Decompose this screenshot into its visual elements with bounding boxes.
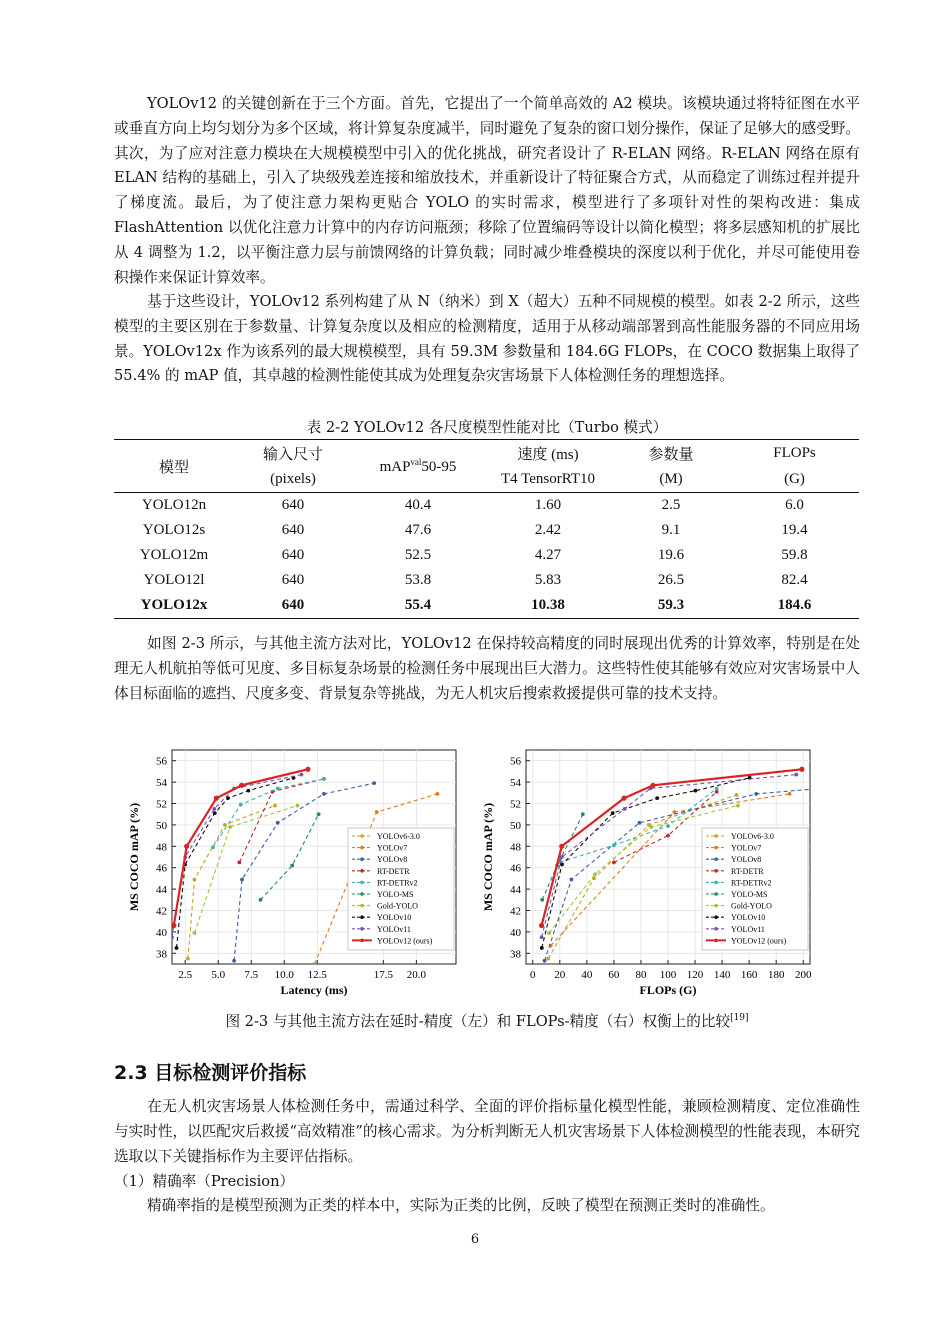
- x-tick-label: 80: [635, 969, 647, 981]
- paragraph-yolov12-series: [114, 290, 860, 389]
- data-point: [175, 946, 179, 950]
- legend-marker: [360, 881, 364, 885]
- legend-entry: RT-DETR: [731, 866, 764, 876]
- table-cell: 2.5: [661, 497, 681, 513]
- x-tick-label: 7.5: [244, 969, 259, 981]
- data-point: [240, 878, 244, 882]
- data-point: [543, 959, 547, 963]
- legend-marker: [360, 857, 364, 861]
- paragraph-yolov12-innovations: [114, 92, 860, 290]
- data-point: [593, 872, 597, 876]
- y-tick-label: 38: [156, 948, 167, 961]
- y-tick-label: 54: [510, 777, 521, 790]
- legend-entry: YOLOv8: [731, 855, 762, 865]
- legend-marker: [714, 915, 718, 919]
- table-cell: YOLO12n: [141, 497, 207, 513]
- table-cell: 640: [281, 522, 305, 538]
- y-tick-label: 56: [510, 755, 521, 768]
- legend-entry: YOLOv10: [377, 913, 412, 923]
- data-point: [754, 792, 758, 796]
- x-tick-label: 140: [713, 969, 731, 981]
- data-point: [666, 834, 670, 838]
- table-cell: 5.83: [534, 572, 562, 588]
- paragraph-text: 如图 2-3 所示，与其他主流方法对比，YOLOv12 在保持较高精度的同时展现出优秀的计算效率，特别是在处理无人机航拍等低可见度、多目标复杂场景的检测任务中展现出巨大潜力。这些特性使其能够有效应对灾害场景中人体目标面临的遮挡、尺度多变、背景复杂等挑战，为无人机灾后搜索救援提供可靠的技术支持。: [114, 635, 860, 702]
- table-cell: 59.8: [781, 547, 808, 563]
- table-cell: 19.6: [657, 547, 685, 563]
- data-point: [560, 855, 564, 859]
- data-point: [546, 957, 550, 961]
- data-point: [375, 810, 379, 814]
- data-point: [735, 793, 739, 797]
- subheading-precision: （1）精确率（Precision）: [114, 1173, 295, 1190]
- legend-entry: YOLOv11: [377, 924, 411, 934]
- table-caption: 表 2-2 YOLOv12 各尺度模型性能对比（Turbo 模式）: [306, 419, 668, 436]
- legend-marker: [360, 939, 364, 943]
- data-point: [547, 931, 551, 935]
- data-point: [276, 821, 280, 825]
- legend-entry: YOLOv12 (ours): [377, 936, 433, 946]
- table-cell: 59.3: [657, 597, 685, 613]
- data-point: [694, 789, 698, 793]
- legend-entry: YOLOv12 (ours): [731, 936, 787, 946]
- legend-entry: YOLOv7: [731, 843, 762, 853]
- model-performance-table: [114, 439, 859, 619]
- x-tick-label: 20.0: [406, 969, 426, 981]
- data-point: [296, 804, 300, 808]
- y-tick-label: 56: [156, 755, 167, 768]
- y-tick-label: 40: [156, 926, 167, 939]
- table-cell: 640: [281, 547, 305, 563]
- legend-marker: [714, 846, 718, 850]
- paragraph-comparison: [114, 632, 860, 706]
- y-tick-label: 54: [156, 777, 167, 790]
- y-tick-label: 38: [510, 948, 521, 961]
- table-cell: 1.60: [534, 497, 562, 513]
- data-point: [794, 773, 798, 777]
- table-cell: YOLO12l: [143, 572, 205, 588]
- legend-marker: [714, 857, 718, 861]
- data-point: [305, 767, 310, 772]
- paragraph-text: 基于这些设计，YOLOv12 系列构建了从 N（纳米）到 X（超大）五种不同规模的模型。如表 2-2 所示，这些模型的主要区别在于参数量、计算复杂度以及相应的检测精度，适用于从移动端部署到高性能服务器的不同应用场景。YOLOv12x 作为该系列的最大规模模型，具有 59.3M 参数量和 184.6G FLOPs，在 COCO 数据集上取得了 55.4% 的 mAP 值，其卓越的检测性能使其成为处理复杂灾害场景下人体检测任务的理想选择。: [114, 293, 860, 385]
- data-point: [539, 923, 544, 928]
- data-point: [213, 811, 217, 815]
- table-row: [114, 543, 859, 568]
- data-point: [259, 898, 263, 902]
- table-cell: YOLO12m: [139, 547, 209, 563]
- x-axis-label: Latency (ms): [280, 983, 348, 997]
- y-tick-label: 42: [510, 905, 521, 918]
- x-tick-label: 2.5: [178, 969, 193, 981]
- table-cell: 2.42: [534, 522, 562, 538]
- chart-flops-svg: [478, 742, 818, 1002]
- table-cell: 82.4: [781, 572, 808, 588]
- x-tick-label: 17.5: [373, 969, 393, 981]
- data-point: [372, 781, 376, 785]
- data-point: [193, 878, 197, 882]
- y-tick-label: 48: [510, 841, 521, 854]
- x-tick-label: 12.5: [307, 969, 327, 981]
- data-point: [212, 807, 216, 811]
- legend-entry: YOLO-MS: [731, 890, 768, 899]
- x-tick-label: 20: [554, 969, 566, 981]
- legend-entry: YOLOv6-3.0: [731, 832, 774, 841]
- legend-marker: [714, 834, 718, 838]
- data-point: [214, 796, 219, 801]
- data-point: [540, 946, 544, 950]
- x-tick-label: 200: [794, 969, 812, 981]
- data-point: [612, 860, 616, 864]
- table-cell: 55.4: [404, 597, 432, 613]
- legend-marker: [714, 869, 718, 873]
- table-cell: YOLO12x: [140, 597, 208, 613]
- data-point: [322, 792, 326, 796]
- paragraph-text: 精确率指的是模型预测为正类的样本中，实际为正类的比例，反映了模型在预测正类时的准确性。: [147, 1197, 775, 1214]
- data-point: [436, 792, 440, 796]
- data-point: [290, 864, 294, 868]
- col-header-flops-unit: (G): [784, 471, 805, 487]
- data-point: [559, 844, 564, 849]
- col-header-model: 模型: [158, 459, 189, 476]
- y-axis-label: MS COCO mAP (%): [481, 802, 495, 912]
- chart-latency-accuracy: [124, 742, 464, 1002]
- y-tick-label: 42: [156, 905, 167, 918]
- data-point: [623, 807, 627, 811]
- data-point: [655, 796, 659, 800]
- data-point: [228, 825, 232, 829]
- table-cell: 640: [281, 497, 305, 513]
- y-tick-label: 52: [156, 798, 167, 811]
- x-tick-label: 0: [530, 969, 536, 981]
- x-tick-label: 160: [740, 969, 758, 981]
- data-point: [621, 796, 626, 801]
- table-cell: 4.27: [534, 547, 562, 563]
- data-point: [317, 812, 321, 816]
- data-point: [736, 804, 740, 808]
- table-cell: 640: [281, 597, 305, 613]
- data-point: [170, 935, 174, 939]
- data-point: [799, 767, 804, 772]
- table-row: [114, 493, 859, 519]
- legend-marker: [714, 881, 718, 885]
- legend-entry: RT-DETR: [377, 866, 410, 876]
- y-tick-label: 40: [510, 926, 521, 939]
- col-header-speed-unit: T4 TensorRT10: [500, 471, 595, 487]
- data-point: [650, 783, 655, 788]
- legend-marker: [360, 834, 364, 838]
- legend-marker: [360, 892, 364, 896]
- legend-marker: [714, 892, 718, 896]
- table-cell: YOLO12s: [142, 522, 206, 538]
- paragraph-text: 在无人机灾害场景人体检测任务中，需通过科学、全面的评价指标量化模型性能，兼顾检测精度、定位准确性与实时性，以匹配灾后救援“高效精准”的核心需求。为分析判断无人机灾害场景下人体检测模型的性能表现，本研究选取以下关键指标作为主要评估指标。: [114, 1098, 860, 1165]
- data-point: [239, 783, 244, 788]
- data-point: [239, 803, 243, 807]
- legend-entry: YOLOv8: [377, 855, 408, 865]
- col-header-map: mAP$^{val}$50-95: [379, 456, 457, 475]
- legend-marker: [360, 927, 364, 931]
- paragraph-precision: [114, 1194, 860, 1219]
- table-cell: 53.8: [404, 572, 432, 588]
- x-tick-label: 40: [581, 969, 593, 981]
- table-cell: 52.5: [404, 547, 432, 563]
- col-header-size-unit: (pixels): [270, 471, 316, 487]
- legend-marker: [360, 904, 364, 908]
- y-tick-label: 46: [156, 862, 167, 875]
- x-tick-label: 10.0: [274, 969, 294, 981]
- legend-entry: YOLO-MS: [377, 890, 414, 899]
- legend-marker: [714, 904, 718, 908]
- chart-flops-accuracy: [478, 742, 818, 1002]
- table-row-highlight: [114, 593, 859, 619]
- data-point: [211, 845, 215, 849]
- data-point: [246, 789, 250, 793]
- table-cell: 6.0: [785, 497, 804, 513]
- data-point: [666, 824, 670, 828]
- chart-latency-svg: [124, 742, 464, 1002]
- table-cell: 10.38: [531, 597, 565, 613]
- legend-marker: [360, 915, 364, 919]
- legend-entry: YOLOv10: [731, 913, 766, 923]
- legend-entry: Gold-YOLO: [377, 901, 418, 911]
- legend-marker: [714, 939, 718, 943]
- y-tick-label: 46: [510, 862, 521, 875]
- data-point: [638, 821, 642, 825]
- data-point: [322, 777, 326, 781]
- x-tick-label: 120: [686, 969, 704, 981]
- data-point: [788, 792, 792, 796]
- data-point: [237, 860, 241, 864]
- col-header-params-unit: (M): [659, 471, 683, 487]
- x-tick-label: 180: [767, 969, 785, 981]
- col-header-flops: FLOPs: [773, 445, 816, 461]
- data-point: [232, 959, 236, 963]
- data-point: [300, 773, 304, 777]
- legend-marker: [360, 846, 364, 850]
- data-point: [715, 787, 719, 791]
- data-point: [313, 962, 317, 966]
- data-point: [581, 812, 585, 816]
- data-point: [193, 931, 197, 935]
- page-number: 6: [470, 1232, 480, 1247]
- data-point: [184, 844, 189, 849]
- table-cell: 640: [281, 572, 305, 588]
- legend-entry: YOLOv7: [377, 843, 408, 853]
- y-tick-label: 50: [510, 819, 521, 832]
- paragraph-text: YOLOv12 的关键创新在于三个方面。首先，它提出了一个简单高效的 A2 模块。该模块通过将特征图在水平或垂直方向上均匀划分为多个区域，将计算复杂度减半，同时避免了复杂的窗口划分操作，保证了足够大的感受野。其次，为了应对注意力模块在大规模模型中引入的优化挑战，研究者设计了 R-ELAN 网络。R-ELAN 网络在原有 ELAN 结构的基础上，引入了块级残差连接和缩放技术，并重新设计了特征聚合方式，从而稳定了训练过程并提升了梯度流。最后，为了使注意力架构更贴合 YOLO 的实时需求，模型进行了多项针对性的架构改进：集成 FlashAttention 以优化注意力计算中的内存访问瓶颈；移除了位置编码等设计以简化模型；将多层感知机的扩展比从 4 调整为 1.2，以平衡注意力层与前馈网络的计算负载；同时减少堆叠模块的深度以利于优化，并尽可能使用卷积操作来保证计算效率。: [114, 95, 860, 286]
- figure-caption: 图 2-3 与其他主流方法在延时-精度（左）和 FLOPs-精度（右）权衡上的比较[19]: [225, 1013, 749, 1030]
- x-tick-label: 60: [608, 969, 620, 981]
- table-cell: 47.6: [404, 522, 432, 538]
- legend-entry: YOLOv11: [731, 924, 765, 934]
- y-axis-label: MS COCO mAP (%): [127, 802, 141, 912]
- legend-marker: [714, 927, 718, 931]
- legend-entry: YOLOv6-3.0: [377, 832, 420, 841]
- y-tick-label: 44: [510, 884, 521, 897]
- data-point: [649, 825, 653, 829]
- col-header-speed: 速度 (ms): [517, 447, 579, 463]
- legend-entry: Gold-YOLO: [731, 901, 772, 911]
- col-header-params: 参数量: [648, 447, 694, 463]
- table-cell: 9.1: [661, 522, 681, 538]
- data-point: [570, 878, 574, 882]
- col-header-size: 输入尺寸: [262, 447, 323, 463]
- data-point: [273, 804, 277, 808]
- legend-marker: [360, 869, 364, 873]
- table-cell: 40.4: [404, 497, 432, 513]
- paragraph-metrics-intro: [114, 1095, 860, 1169]
- data-point: [171, 923, 176, 928]
- y-tick-label: 44: [156, 884, 167, 897]
- legend-entry: RT-DETRv2: [731, 878, 772, 888]
- table-cell: 26.5: [657, 572, 685, 588]
- legend-entry: RT-DETRv2: [377, 878, 418, 888]
- data-point: [540, 898, 544, 902]
- y-tick-label: 48: [156, 841, 167, 854]
- y-tick-label: 50: [156, 819, 167, 832]
- data-point: [540, 935, 544, 939]
- table-row: [114, 518, 859, 543]
- data-point: [186, 957, 190, 961]
- table-cell: 184.6: [777, 597, 812, 613]
- data-point: [611, 811, 615, 815]
- y-tick-label: 52: [510, 798, 521, 811]
- section-heading: 2.3 目标检测评价指标: [114, 1062, 307, 1084]
- data-point: [612, 843, 616, 847]
- x-tick-label: 5.0: [211, 969, 226, 981]
- data-point: [560, 863, 564, 867]
- data-point: [276, 787, 280, 791]
- table-row: [114, 568, 859, 593]
- x-tick-label: 100: [659, 969, 677, 981]
- x-axis-label: FLOPs (G): [639, 983, 697, 997]
- table-cell: 19.4: [781, 522, 808, 538]
